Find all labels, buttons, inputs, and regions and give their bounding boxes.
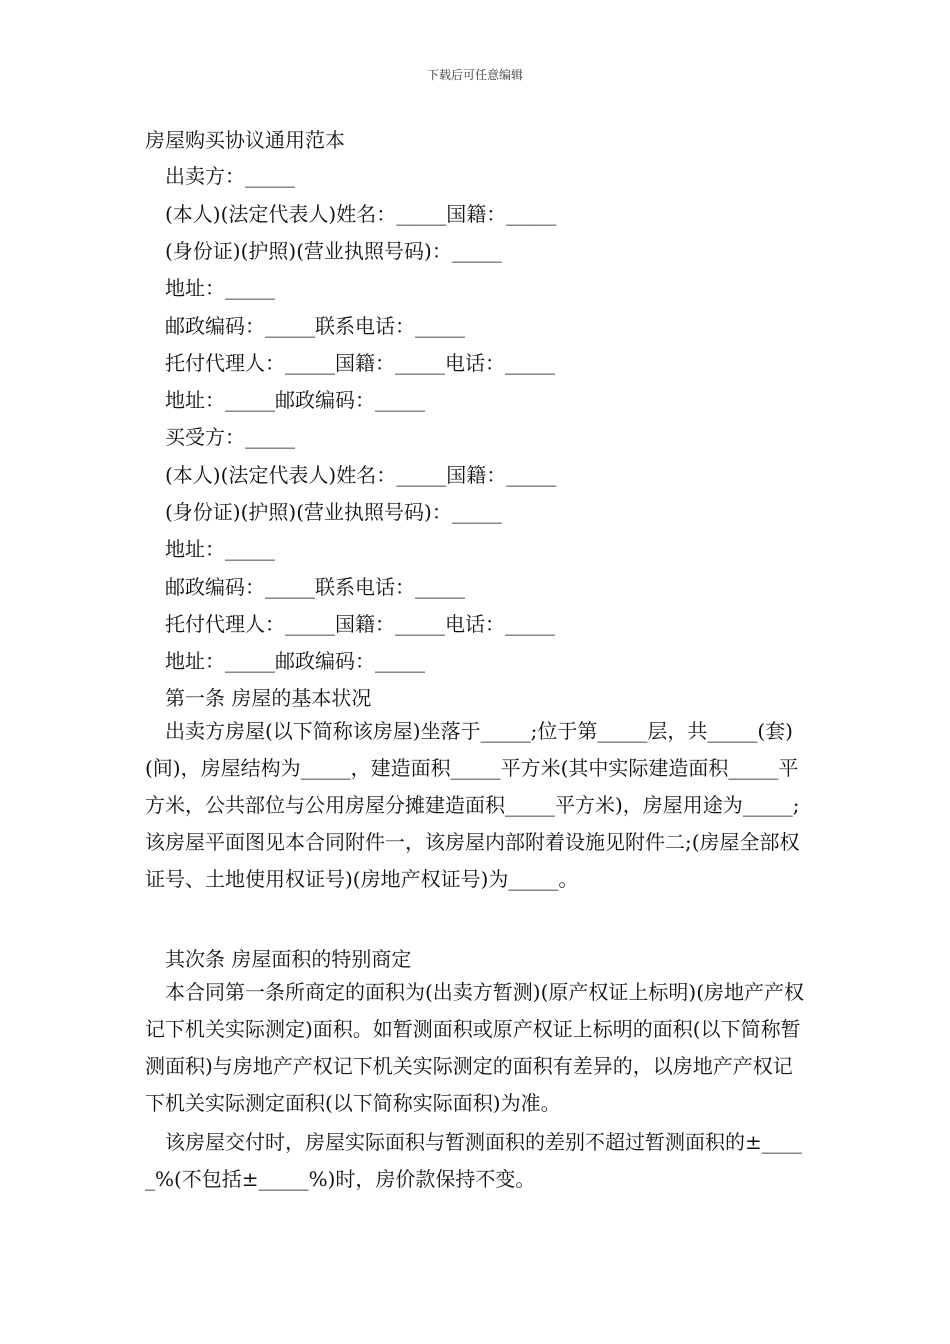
page-header: 下载后可任意编辑 <box>426 68 523 82</box>
buyer-name-line: (本人)(法定代表人)姓名：_____国籍：_____ <box>165 463 557 487</box>
buyer-line: 买受方：_____ <box>165 425 295 449</box>
seller-agent-line: 托付代理人：_____国籍：_____电话：_____ <box>165 351 555 375</box>
buyer-agent-line: 托付代理人：_____国籍：_____电话：_____ <box>165 612 555 636</box>
seller-name-line: (本人)(法定代表人)姓名：_____国籍：_____ <box>165 202 557 226</box>
seller-line: 出卖方：_____ <box>165 164 295 188</box>
seller-agent-address-line: 地址：_____邮政编码：_____ <box>165 388 425 412</box>
section2-heading: 其次条 房屋面积的特别商定 <box>165 947 412 971</box>
section2-paragraph: 本合同第一条所商定的面积为(出卖方暂测)(原产权证上标明)(房地产产权记下机关实际测定)面积。如暂测面积或原产权证上标明的面积(以下简称暂测面积)与房地产产权记下机关实际测定的面积有差异的，以房地产产权记下机关实际测定面积(以下简称实际面积)为准。 <box>145 980 805 1115</box>
buyer-address-line: 地址：_____ <box>165 537 275 561</box>
buyer-agent-address-line: 地址：_____邮政编码：_____ <box>165 649 425 673</box>
buyer-id-line: (身份证)(护照)(营业执照号码)：_____ <box>165 500 502 524</box>
section2-paragraph-2: 该房屋交付时，房屋实际面积与暂测面积的差别不超过暂测面积的±_____%(不包括±_____%)时，房价款保持不变。 <box>145 1130 802 1191</box>
section1-paragraph: 出卖方房屋(以下简称该房屋)坐落于_____;位于第_____层，共_____(套)(间)，房屋结构为_____，建造面积_____平方米(其中实际建造面积_____平方米，公共部位与公用房屋分摊建造面积_____平方米)，房屋用途为_____;该房屋平面图见本合同附件一，该房屋内部附着设施见附件二;(房屋全部权证号、土地使用权证号)(房地产权证号)为_____。 <box>145 719 800 891</box>
section1-heading: 第一条 房屋的基本状况 <box>165 686 372 710</box>
buyer-postcode-line: 邮政编码：_____联系电话：_____ <box>165 575 465 599</box>
document-title: 房屋购买协议通用范本 <box>145 128 345 152</box>
seller-address-line: 地址：_____ <box>165 276 275 300</box>
seller-postcode-line: 邮政编码：_____联系电话：_____ <box>165 314 465 338</box>
seller-id-line: (身份证)(护照)(营业执照号码)：_____ <box>165 239 502 263</box>
